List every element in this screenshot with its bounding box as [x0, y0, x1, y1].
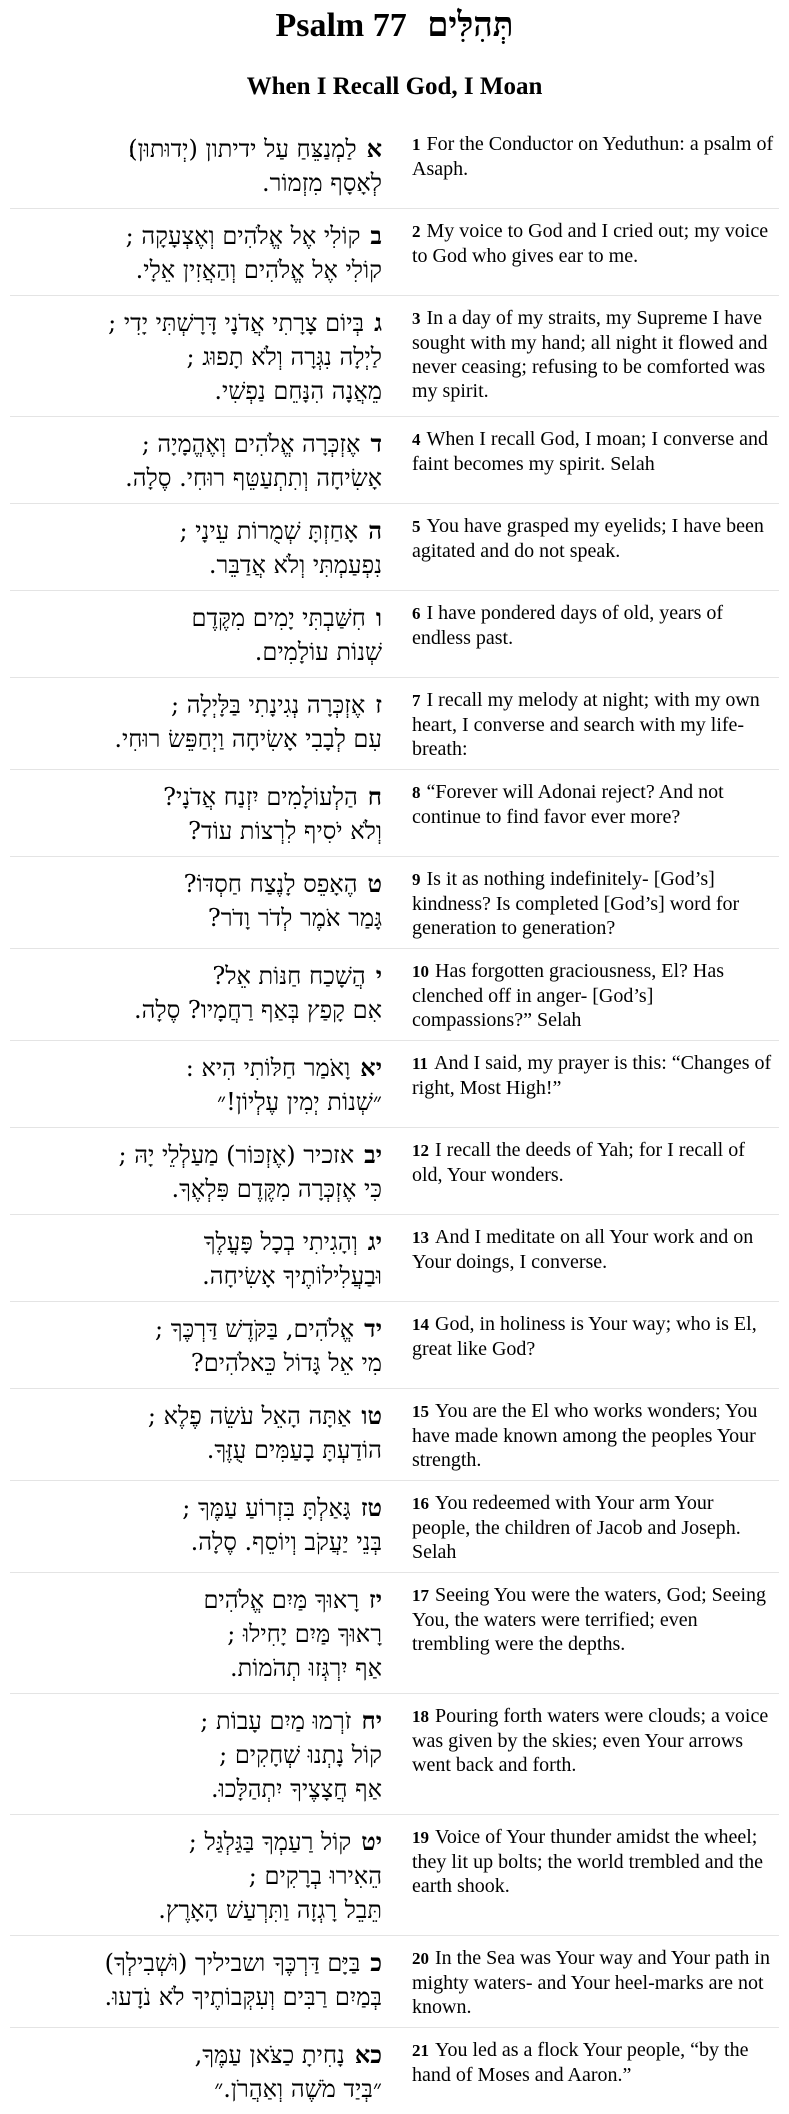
verse-row: [10, 1814, 779, 1935]
translation-text: Voice of Your thunder amidst the wheel; they lit up bolts; the world trembled and the earth shook.: [412, 1826, 764, 1897]
translation-text: For the Conductor on Yeduthun: a psalm of Asaph.: [412, 133, 774, 180]
hebrew-text: [10, 1704, 388, 1806]
hebrew-line: [10, 1946, 382, 1980]
hebrew-verse-number: ו: [375, 603, 382, 632]
hebrew-line: [10, 1085, 382, 1119]
verse-number: 19: [412, 1828, 429, 1847]
english-text: [388, 1583, 779, 1656]
translation-text: “Forever will Adonai reject? And not continue to find favor ever more?: [412, 781, 724, 828]
hebrew-text: [10, 780, 388, 848]
translation-text: My voice to God and I cried out; my voice to God who gives ear to me.: [412, 220, 769, 267]
hebrew-verse-number: ג: [374, 308, 382, 337]
hebrew-line-text: אָחַזְתָּ שְׁמֻרוֹת עֵינָי ;: [179, 517, 359, 545]
verse-number: 18: [412, 1707, 429, 1726]
english-text: [388, 514, 779, 563]
hebrew-line: [10, 722, 382, 756]
verse-row: [10, 856, 779, 948]
hebrew-line: [10, 1312, 382, 1346]
hebrew-line: [10, 1138, 382, 1172]
hebrew-line: [10, 867, 382, 901]
verse-row: [10, 122, 779, 208]
hebrew-text: [10, 1583, 388, 1685]
hebrew-text: [10, 867, 388, 935]
hebrew-line-text: זֹרְמוּ מַיִם עָבוֹת ;: [200, 1707, 352, 1735]
hebrew-line-text: רָאוּךָ מַּיִם יָחִילוּ ;: [227, 1620, 382, 1648]
hebrew-line: [10, 1893, 382, 1927]
hebrew-text: [10, 688, 388, 756]
hebrew-line-text: הֲשָׁכַח חַנּוֹת אֵל?: [212, 962, 366, 990]
hebrew-verse-number: ה: [368, 516, 382, 545]
hebrew-line: [10, 1259, 382, 1293]
hebrew-line-text: לַיְלָה נִגְּרָה וְלֹא תָפוּג ;: [186, 343, 382, 371]
hebrew-line-text: לַמְנַצֵּחַ עַל ידיתון (יְדוּתוּן)׃: [128, 135, 357, 163]
hebrew-verse-number: י: [375, 961, 382, 990]
hebrew-line: [10, 548, 382, 582]
verse-number: 6: [412, 604, 421, 623]
translation-text: Pouring forth waters were clouds; a voice was given by the skies; even Your arrows went back and forth.: [412, 1705, 769, 1776]
hebrew-line-text: מֵאֲנָה הִנָּחֵם נַפְשִׁי.: [214, 377, 382, 405]
hebrew-line-text: אָשִׂיחָה וְתִתְעַטֵּף רוּחִי. סֶלָה.: [125, 464, 382, 492]
hebrew-text: [10, 1491, 388, 1559]
verse-row: [10, 677, 779, 769]
verse-number: 16: [412, 1494, 429, 1513]
verse-row: [10, 1693, 779, 1814]
verse-row: [10, 1388, 779, 1480]
verse-number: 12: [412, 1141, 429, 1160]
verse-number: 8: [412, 783, 421, 802]
hebrew-verse-number: טו: [361, 1401, 382, 1430]
hebrew-verse-number: יב: [364, 1140, 382, 1169]
hebrew-verse-number: יג: [367, 1227, 382, 1256]
hebrew-line: [10, 306, 382, 340]
hebrew-line-text: ״בְּיַד מֹשֶׁה וְאַהֲרֹן.״: [214, 2075, 382, 2103]
hebrew-line: [10, 1491, 382, 1525]
hebrew-line-text: אַף יִרְגְּזוּ תְהֹמוֹת.: [229, 1654, 382, 1682]
hebrew-line-text: וּבַעֲלִילוֹתֶיךָ אָשִׂיחָה.: [202, 1262, 382, 1290]
hebrew-line-text: חִשַּׁבְתִּי יָמִים מִקֶּדֶם: [191, 604, 366, 632]
hebrew-text: [10, 1825, 388, 1927]
verse-number: 2: [412, 222, 421, 241]
verse-number: 7: [412, 691, 421, 710]
verse-row: [10, 416, 779, 503]
english-text: [388, 601, 779, 650]
hebrew-line: [10, 1738, 382, 1772]
hebrew-line: [10, 601, 382, 635]
translation-text: I recall my melody at night; with my own heart, I converse and search with my life-breath:: [412, 689, 760, 760]
verse-row: [10, 1480, 779, 1572]
hebrew-line-text: בְּנֵי יַעֲקֹב וְיוֹסֵף. סֶלָה.: [190, 1528, 382, 1556]
hebrew-line: [10, 959, 382, 993]
title-english: Psalm 77: [275, 7, 407, 44]
hebrew-verse-number: ט: [367, 869, 382, 898]
hebrew-line-text: קוֹל נָתְנוּ שְׁחָקִים ;: [219, 1741, 382, 1769]
translation-text: And I meditate on all Your work and on Your doings, I converse.: [412, 1226, 754, 1273]
hebrew-text: [10, 959, 388, 1027]
verse-number: 1: [412, 135, 421, 154]
english-text: [388, 1704, 779, 1777]
english-text: [388, 132, 779, 181]
verse-number: 10: [412, 962, 429, 981]
verse-row: [10, 208, 779, 295]
hebrew-line: [10, 688, 382, 722]
hebrew-line: [10, 635, 382, 669]
hebrew-line: [10, 1525, 382, 1559]
hebrew-verse-number: ז: [375, 690, 382, 719]
hebrew-line-text: וָאֹמַר חַלּוֹתִי הִיא :: [185, 1054, 351, 1082]
translation-text: I recall the deeds of Yah; for I recall of old, Your wonders.: [412, 1139, 745, 1186]
hebrew-line: [10, 1433, 382, 1467]
hebrew-line-text: גָּאַלְתָּ בִּזְרוֹעַ עַמֶּךָ ;: [182, 1494, 351, 1522]
hebrew-verse-number: יח: [361, 1706, 382, 1735]
hebrew-line: [10, 374, 382, 408]
hebrew-line: [10, 219, 382, 253]
hebrew-line: [10, 1859, 382, 1893]
verse-number: 20: [412, 1949, 429, 1968]
hebrew-line-text: אַתָּה הָאֵל עֹשֵׂה פֶלֶא ;: [147, 1402, 352, 1430]
english-text: [388, 219, 779, 268]
hebrew-verse-number: ח: [367, 782, 382, 811]
hebrew-verse-number: כא: [354, 2040, 382, 2069]
hebrew-line-text: אֶזְכְּרָה נְגִינָתִי בַּלָּיְלָה ;: [171, 691, 366, 719]
hebrew-line: [10, 166, 382, 200]
hebrew-text: [10, 427, 388, 495]
hebrew-line: [10, 1225, 382, 1259]
hebrew-verse-number: טז: [360, 1493, 382, 1522]
verse-row: [10, 503, 779, 590]
hebrew-line: [10, 901, 382, 935]
hebrew-line: [10, 993, 382, 1027]
hebrew-text: [10, 1051, 388, 1119]
hebrew-text: [10, 132, 388, 200]
english-text: [388, 1051, 779, 1100]
hebrew-text: [10, 514, 388, 582]
hebrew-line-text: גָּמַר אֹמֶר לְדֹר וָדֹר?: [207, 904, 382, 932]
hebrew-text: [10, 1225, 388, 1293]
hebrew-line-text: הוֹדַעְתָּ בָעַמִּים עֻזֶּךָ.: [206, 1436, 382, 1464]
hebrew-line: [10, 1617, 382, 1651]
hebrew-line: [10, 1399, 382, 1433]
hebrew-text: [10, 1138, 388, 1206]
hebrew-verse-number: א: [366, 134, 382, 163]
hebrew-line: [10, 253, 382, 287]
verse-row: [10, 769, 779, 856]
verse-number: 11: [412, 1054, 429, 1073]
english-text: [388, 1946, 779, 2019]
hebrew-verse-number: ב: [370, 221, 382, 250]
hebrew-line-text: אֶזְכְּרָה אֱלֹהִים וְאֶהֱמָיָה ;: [141, 430, 361, 458]
verse-number: 17: [412, 1586, 429, 1605]
translation-text: In the Sea was Your way and Your path in mighty waters- and Your heel-marks are not known.: [412, 1947, 770, 2018]
verse-number: 5: [412, 517, 421, 536]
hebrew-line-text: בְּיוֹם צָרָתִי אֲדֹנָי דָּרָשְׁתִּי יָדִי ;: [108, 309, 365, 337]
verse-list: [10, 122, 779, 2114]
translation-text: And I said, my prayer is this: “Changes of right, Most High!”: [412, 1052, 772, 1099]
verse-number: 15: [412, 1402, 429, 1421]
hebrew-line-text: לְאָסָף מִזְמוֹר.: [261, 169, 382, 197]
verse-row: [10, 1572, 779, 1693]
hebrew-line: [10, 1651, 382, 1685]
hebrew-line: [10, 1583, 382, 1617]
verse-row: [10, 590, 779, 677]
hebrew-line: [10, 814, 382, 848]
page-title: [10, 4, 779, 48]
english-text: [388, 2038, 779, 2087]
hebrew-line-text: בְּמַיִם רַבִּים וְעִקְּבוֹתֶיךָ לֹא נֹדָעוּ.: [104, 1983, 382, 2011]
page-subtitle: When I Recall God, I Moan: [246, 73, 543, 100]
english-text: [388, 1825, 779, 1898]
hebrew-line-text: מִי אֵל גָּדוֹל כֵּאלֹהִים?: [190, 1349, 382, 1377]
english-text: [388, 1225, 779, 1274]
hebrew-line: [10, 427, 382, 461]
hebrew-line-text: אִם קָפַץ בְּאַף רַחֲמָיו? סֶלָה.: [133, 996, 382, 1024]
hebrew-text: [10, 601, 388, 669]
hebrew-verse-number: יא: [360, 1053, 382, 1082]
hebrew-line-text: אֱלֹהִים, בַּקֹּדֶשׁ דַּרְכֶּךָ ;: [155, 1315, 355, 1343]
hebrew-line-text: רָאוּךָ מַּיִם אֱלֹהִים: [203, 1586, 360, 1614]
translation-text: You led as a flock Your people, “by the hand of Moses and Aaron.”: [412, 2039, 749, 2086]
hebrew-line: [10, 1825, 382, 1859]
verse-row: [10, 1127, 779, 1214]
hebrew-line: [10, 132, 382, 166]
translation-text: Seeing You were the waters, God; Seeing You, the waters were terrified; even trembling were the depths.: [412, 1584, 767, 1655]
hebrew-line: [10, 1051, 382, 1085]
hebrew-line-text: קוֹלִי אֶל אֱלֹהִים וְאֶצְעָקָה ;: [125, 222, 361, 250]
hebrew-text: [10, 306, 388, 408]
translation-text: Has forgotten graciousness, El? Has clenched off in anger- [God’s] compassions?” Selah: [412, 960, 725, 1031]
english-text: [388, 959, 779, 1032]
hebrew-verse-number: כ: [370, 1948, 382, 1977]
hebrew-line: [10, 2038, 382, 2072]
hebrew-line-text: אזכיר (אֶזְכּוֹר) מַעַלְלֵי יָהּ ;: [118, 1141, 355, 1169]
english-text: [388, 1312, 779, 1361]
hebrew-verse-number: יט: [361, 1827, 382, 1856]
hebrew-text: [10, 2038, 388, 2106]
hebrew-line: [10, 514, 382, 548]
hebrew-line: [10, 1704, 382, 1738]
english-text: [388, 688, 779, 761]
english-text: [388, 1491, 779, 1564]
hebrew-text: [10, 1946, 388, 2014]
verse-number: 14: [412, 1315, 429, 1334]
hebrew-line: [10, 780, 382, 814]
hebrew-line-text: שְׁנוֹת עוֹלָמִים.: [254, 638, 382, 666]
verse-number: 13: [412, 1228, 429, 1247]
translation-text: You are the El who works wonders; You have made known among the peoples Your strength.: [412, 1400, 758, 1471]
verse-number: 3: [412, 309, 421, 328]
verse-number: 4: [412, 430, 421, 449]
translation-text: God, in holiness is Your way; who is El, great like God?: [412, 1313, 757, 1360]
hebrew-line: [10, 1346, 382, 1380]
translation-text: Is it as nothing indefinitely- [God’s] kindness? Is completed [God’s] word for generation to generation?: [412, 868, 740, 939]
hebrew-line: [10, 461, 382, 495]
verse-number: 21: [412, 2041, 429, 2060]
hebrew-line-text: וְהָגִיתִי בְכָל פָּעֳלֶךָ: [203, 1228, 358, 1256]
english-text: [388, 427, 779, 476]
verse-row: [10, 948, 779, 1040]
hebrew-line: [10, 1172, 382, 1206]
hebrew-line-text: עִם לְבָבִי אָשִׂיחָה וַיְחַפֵּשׂ רוּחִי.: [114, 725, 382, 753]
hebrew-line-text: בַּיָּם דַּרְכֶּךָ ושביליך (וּשְׁבִילְךָ): [104, 1949, 361, 1977]
hebrew-line-text: הַלְעוֹלָמִים יִזְנַח אֲדֹנָי?: [163, 783, 358, 811]
translation-text: You have grasped my eyelids; I have been agitated and do not speak.: [412, 515, 764, 562]
hebrew-line-text: ״שְׁנוֹת יְמִין עֶלְיוֹן!״: [217, 1088, 382, 1116]
english-text: [388, 1138, 779, 1187]
english-text: [388, 780, 779, 829]
verse-row: [10, 2027, 779, 2114]
hebrew-line-text: הֵאִירוּ בְרָקִים ;: [248, 1862, 382, 1890]
hebrew-verse-number: ד: [370, 429, 382, 458]
hebrew-line-text: כִּי אֶזְכְּרָה מִקֶּדֶם פִּלְאֶךָ.: [171, 1175, 382, 1203]
hebrew-line-text: תֵּבֵל רָגְזָה וַתִּרְעַשׁ הָאָרֶץ.: [158, 1896, 382, 1924]
hebrew-text: [10, 1399, 388, 1467]
english-text: [388, 1399, 779, 1472]
hebrew-verse-number: יז: [369, 1585, 382, 1614]
translation-text: In a day of my straits, my Supreme I have sought with my hand; all night it flowed and never ceasing; refusing to be comforted was my spirit.: [412, 307, 768, 402]
verse-number: 9: [412, 870, 421, 889]
translation-text: When I recall God, I moan; I converse and faint becomes my spirit. Selah: [412, 428, 769, 475]
hebrew-line: [10, 2072, 382, 2106]
hebrew-line-text: אַף חֲצָצֶיךָ יִתְהַלָּכוּ.: [211, 1775, 382, 1803]
hebrew-line-text: הֶאָפֵס לָנֶצַח חַסְדּוֹ?: [183, 870, 358, 898]
hebrew-line-text: קוֹלִי אֶל אֱלֹהִים וְהַאֲזִין אֵלָי.: [135, 256, 382, 284]
verse-row: [10, 1935, 779, 2027]
verse-row: [10, 1301, 779, 1388]
hebrew-line-text: נָחִיתָ כַצֹּאן עַמֶּךָ,: [194, 2041, 345, 2069]
hebrew-line: [10, 1772, 382, 1806]
verse-row: [10, 295, 779, 416]
verse-row: [10, 1040, 779, 1127]
hebrew-line-text: נִפְעַמְתִּי וְלֹא אֲדַבֵּר.: [208, 551, 382, 579]
title-hebrew: תְּהִלִּים: [427, 7, 514, 44]
english-text: [388, 306, 779, 403]
hebrew-text: [10, 1312, 388, 1380]
hebrew-text: [10, 219, 388, 287]
hebrew-line-text: וְלֹא יֹסִיף לִרְצוֹת עוֹד?: [188, 817, 382, 845]
hebrew-line-text: קוֹל רַעַמְךָ בַּגַּלְגַּל ;: [188, 1828, 352, 1856]
english-text: [388, 867, 779, 940]
translation-text: I have pondered days of old, years of endless past.: [412, 602, 724, 649]
hebrew-line: [10, 340, 382, 374]
verse-row: [10, 1214, 779, 1301]
hebrew-line: [10, 1980, 382, 2014]
hebrew-verse-number: יד: [364, 1314, 382, 1343]
translation-text: You redeemed with Your arm Your people, the children of Jacob and Joseph. Selah: [412, 1492, 741, 1563]
